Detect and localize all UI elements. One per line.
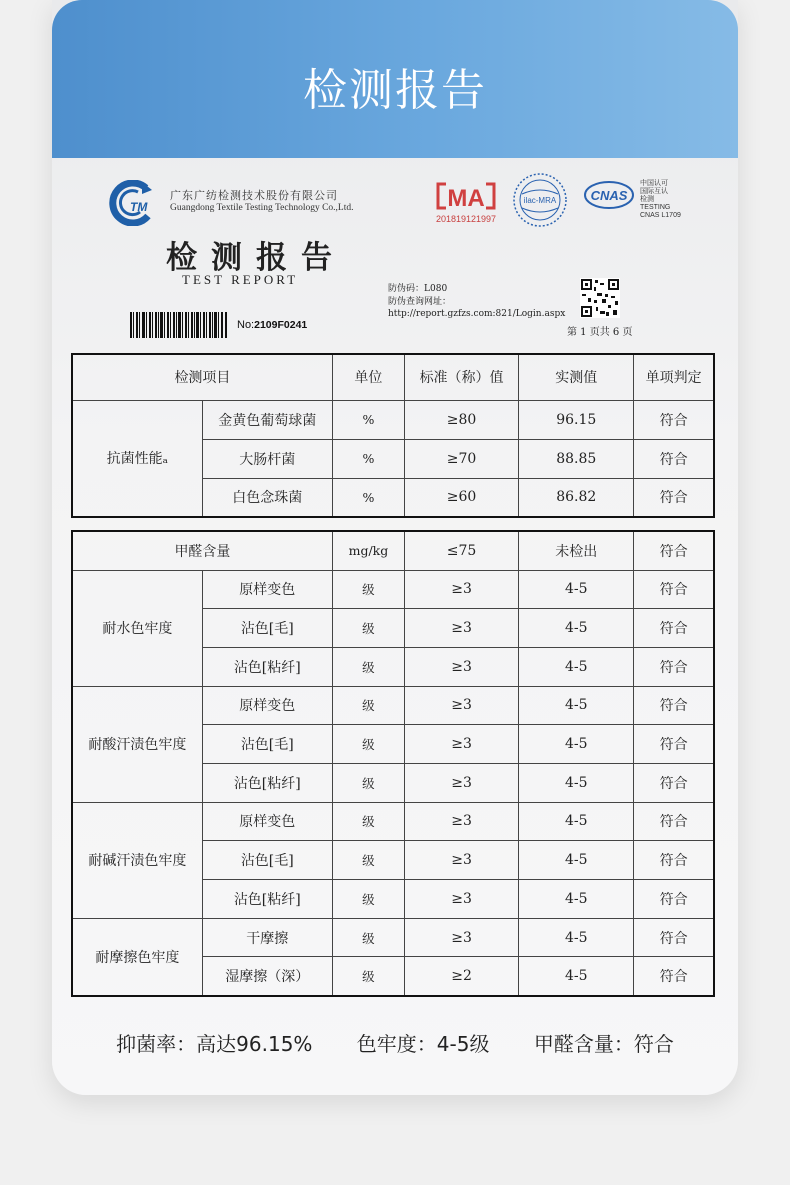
measured-cell: 4-5 [519,957,634,996]
standard-cell: ≥3 [404,802,518,841]
anti-code-label: 防伪码： [388,284,425,294]
result-cell: 符合 [634,725,714,764]
report-title-cn: 检测报告 [166,240,346,276]
result-cell: 符合 [634,802,714,841]
result-cell: 符合 [634,918,714,957]
company-name-en: Guangdong Textile Testing Technology Co.,Ltd. [170,203,354,213]
unit-cell: 级 [332,609,404,648]
fastness-table [71,530,715,997]
formaldehyde-row [72,531,714,570]
anti-code: L080 [424,284,448,294]
antibacterial-table [71,353,715,518]
unit-cell: % [332,478,404,517]
standard-cell: ≥70 [404,439,518,478]
standard-cell: ≥3 [404,918,518,957]
item-cell: 沾色[粘纤] [202,647,332,686]
result-cell: 符合 [634,570,714,609]
standard-cell: ≥3 [404,880,518,919]
measured-cell: 4-5 [519,918,634,957]
result-cell: 符合 [634,841,714,880]
result-cell: 符合 [634,686,714,725]
table-row [72,570,714,609]
standard-cell: ≥3 [404,763,518,802]
result-cell: 符合 [634,880,714,919]
ma-text: MA [447,185,485,212]
report-title-en: TEST REPORT [182,272,299,287]
result-cell: 符合 [634,531,714,570]
cnas-line: 国际互认 [640,188,668,195]
barcode-icon [130,312,228,338]
page-indicator: 第 1 页共 6 页 [567,327,633,338]
unit-cell: mg/kg [332,531,404,570]
result-cell: 符合 [634,439,714,478]
unit-cell: 级 [332,686,404,725]
measured-cell: 4-5 [519,841,634,880]
report-number-value: 2109F0241 [254,319,308,331]
result-cell: 符合 [634,478,714,517]
summary-line [0,1028,790,1057]
cnas-line: TESTING [640,204,671,211]
table-row [72,918,714,957]
table-row [72,802,714,841]
group-label: 耐碱汗渍色牢度 [72,802,202,918]
standard-cell: ≥3 [404,609,518,648]
measured-cell: 未检出 [519,531,634,570]
report-number [237,319,307,331]
header-result: 单项判定 [634,354,714,400]
company-name-cn: 广东广纺检测技术股份有限公司 [170,189,338,202]
anti-counterfeit-info [388,283,565,321]
table-row [72,686,714,725]
cnas-text [640,180,681,220]
standard-cell: ≥60 [404,478,518,517]
item-cell: 沾色[毛] [202,841,332,880]
standard-cell: ≥3 [404,647,518,686]
item-cell: 金黄色葡萄球菌 [202,400,332,439]
header-unit: 单位 [332,354,404,400]
result-cell: 符合 [634,400,714,439]
ilac-text: ilac-MRA [523,196,557,205]
table-header-row [72,354,714,400]
header-measured: 实测值 [519,354,634,400]
measured-cell: 88.85 [519,439,634,478]
standard-cell: ≥2 [404,957,518,996]
group-label: 耐水色牢度 [72,570,202,686]
unit-cell: 级 [332,570,404,609]
summary-color-fastness: 色牢度：4-5级 [356,1032,490,1056]
measured-cell: 4-5 [519,686,634,725]
unit-cell: 级 [332,880,404,919]
page-banner [52,0,738,158]
measured-cell: 4-5 [519,880,634,919]
group-label: 耐摩擦色牢度 [72,918,202,995]
banner-title: 检测报告 [303,65,487,116]
item-cell: 干摩擦 [202,918,332,957]
measured-cell: 96.15 [519,400,634,439]
cnas-icon [583,180,635,210]
standard-cell: ≥3 [404,686,518,725]
measured-cell: 4-5 [519,570,634,609]
unit-cell: 级 [332,918,404,957]
measured-cell: 4-5 [519,763,634,802]
report-number-label: No: [237,319,255,331]
item-cell: 沾色[粘纤] [202,880,332,919]
item-cell: 白色念珠菌 [202,478,332,517]
group-label: 耐酸汗渍色牢度 [72,686,202,802]
standard-cell: ≥3 [404,725,518,764]
qr-code-icon [580,278,620,318]
measured-cell: 86.82 [519,478,634,517]
item-cell: 原样变色 [202,802,332,841]
standard-cell: ≥80 [404,400,518,439]
group-label: 抗菌性能ₐ [72,400,202,517]
unit-cell: 级 [332,802,404,841]
measured-cell: 4-5 [519,725,634,764]
header-item: 检测项目 [72,354,332,400]
company-logo-icon [106,180,156,226]
item-cell: 原样变色 [202,570,332,609]
header-standard: 标准（称）值 [404,354,518,400]
logo-text: TM [130,200,148,214]
measured-cell: 4-5 [519,802,634,841]
unit-cell: 级 [332,957,404,996]
summary-formaldehyde: 甲醛含量：符合 [533,1032,674,1056]
cnas-line: CNAS L1709 [640,212,681,219]
summary-antibacterial: 抑菌率：高达96.15% [116,1032,313,1056]
standard-cell: ≥3 [404,570,518,609]
measured-cell: 4-5 [519,647,634,686]
standard-cell: ≥3 [404,841,518,880]
result-cell: 符合 [634,647,714,686]
unit-cell: 级 [332,763,404,802]
measured-cell: 4-5 [519,609,634,648]
ma-number: 201819121997 [435,214,497,224]
cnas-logo-text: CNAS [590,188,628,203]
item-cell: 甲醛含量 [72,531,332,570]
item-cell: 原样变色 [202,686,332,725]
item-cell: 湿摩擦（深） [202,957,332,996]
item-cell: 沾色[毛] [202,725,332,764]
cnas-line: 中国认可 [640,180,668,187]
result-cell: 符合 [634,957,714,996]
cnas-line: 检测 [640,196,654,203]
unit-cell: 级 [332,841,404,880]
anti-url: http://report.gzfzs.com:821/Login.aspx [388,309,566,319]
unit-cell: % [332,439,404,478]
item-cell: 沾色[毛] [202,609,332,648]
unit-cell: 级 [332,647,404,686]
table-row [72,400,714,439]
result-cell: 符合 [634,609,714,648]
unit-cell: % [332,400,404,439]
item-cell: 大肠杆菌 [202,439,332,478]
ilac-mra-icon [512,172,568,228]
item-cell: 沾色[粘纤] [202,763,332,802]
standard-cell: ≤75 [404,531,518,570]
unit-cell: 级 [332,725,404,764]
anti-url-label: 防伪查询网址： [388,296,452,307]
result-cell: 符合 [634,763,714,802]
